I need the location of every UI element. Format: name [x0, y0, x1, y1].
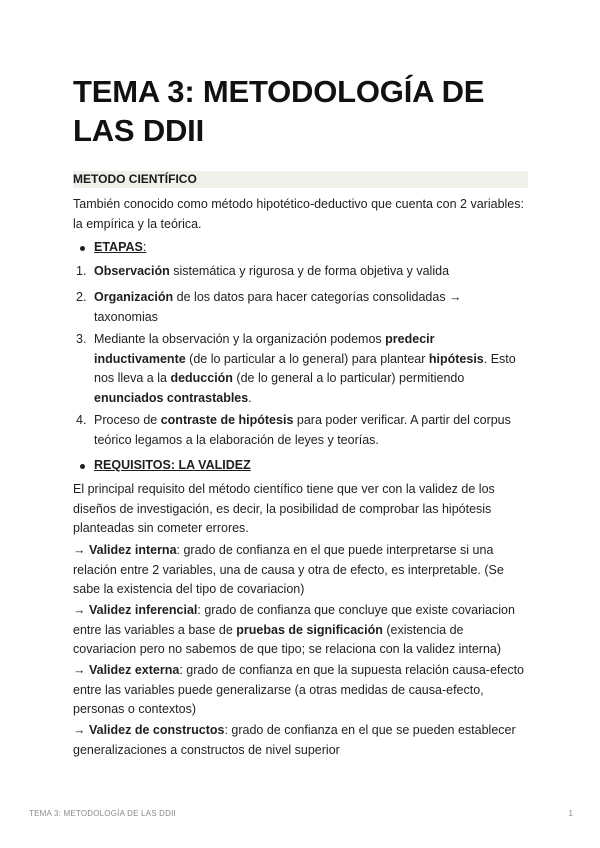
validez-externa: → Validez externa: grado de confianza en que la supuesta relación causa-efecto entre las variables puede generalizarse (a otras medidas de causa-efecto, personas o contextos) — [73, 663, 524, 716]
validez-interna: → Validez interna: grado de confianza en el que puede interpretarse si una relación entre 2 variables, una de causa y otra de efecto, es interpretable. (Se sabe la existencia del tipo de covariacion) — [73, 543, 504, 596]
bullet-dot-icon — [80, 464, 85, 469]
step-3: 3. Mediante la observación y la organización podemos predecir inductivamente (de lo particular a lo general) para plantear hipótesis. Esto nos lleva a la deducción (de lo general a lo particular) permitiendo enunciados contrastables. — [76, 332, 516, 405]
page-number: 1 — [568, 809, 573, 818]
intro-paragraph: También conocido como método hipotético-deductivo que cuenta con 2 variables: la empírica y la teórica. — [73, 197, 524, 231]
footer-title: TEMA 3: METODOLOGÍA DE LAS DDII — [29, 809, 176, 818]
page-title: TEMA 3: METODOLOGÍA DE LAS DDII — [73, 74, 485, 148]
step-2: 2. Organización de los datos para hacer categorías consolidadas → taxonomias — [76, 290, 462, 324]
page-footer — [29, 808, 573, 820]
bullet-etapas: ETAPAS: — [73, 238, 528, 257]
section-heading: METODO CIENTÍFICO — [73, 171, 528, 188]
validez-inferencial: → Validez inferencial: grado de confianza que concluye que existe covariacion entre las variables a base de pruebas de significación (existencia de covariacion pero no sabemos de que tipo; se relaciona con la validez interna) — [73, 603, 515, 656]
requisitos-paragraph: El principal requisito del método científico tiene que ver con la validez de los diseños de investigación, es decir, la posibilidad de comprobar las hipótesis planteadas sin cometer errores. — [73, 482, 495, 535]
step-4: 4. Proceso de contraste de hipótesis para poder verificar. A partir del corpus teórico legamos a la elaboración de leyes y teorías. — [76, 413, 511, 447]
bullet-dot-icon — [80, 246, 85, 251]
bullet-requisitos: REQUISITOS: LA VALIDEZ — [73, 456, 528, 475]
step-1: 1. Observación sistemática y rigurosa y de forma objetiva y valida — [76, 264, 450, 278]
validez-constructos: → Validez de constructos: grado de confianza en el que se pueden establecer generalizaciones a constructos de nivel superior — [73, 723, 516, 757]
